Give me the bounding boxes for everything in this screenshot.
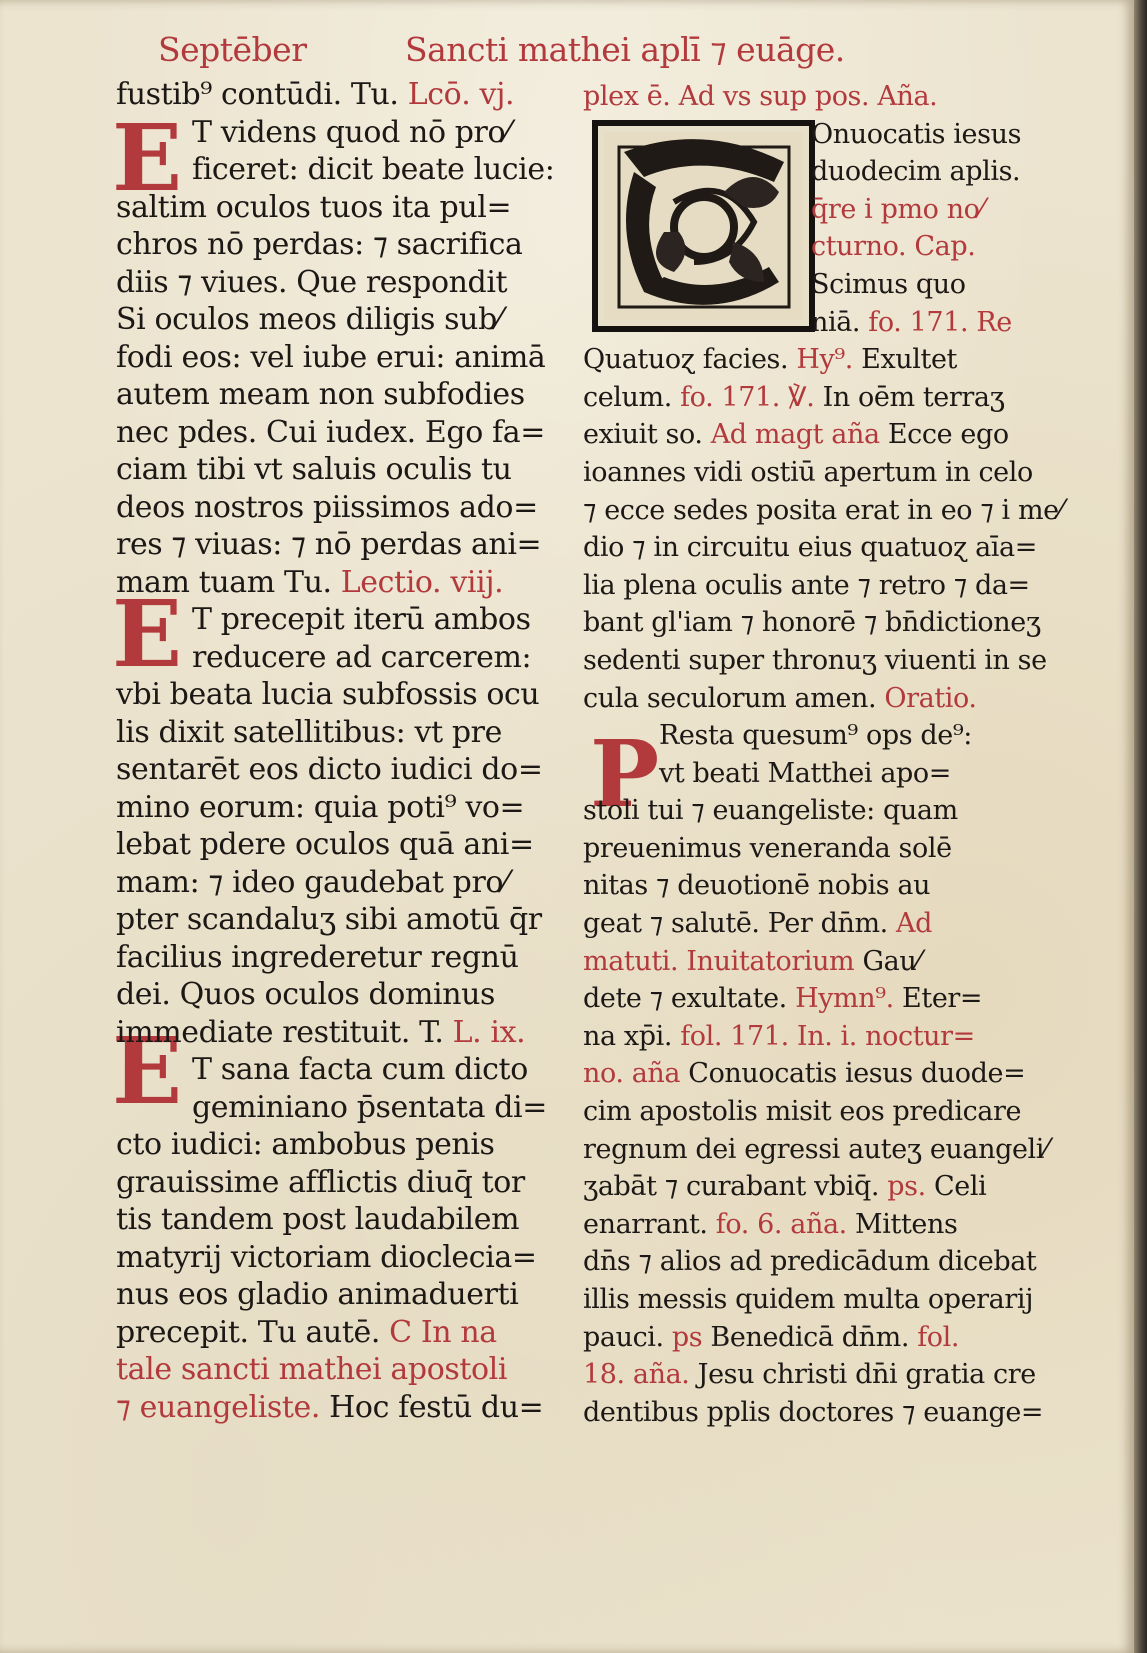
text-line: na xp̄i. fol. 171. In. i. noctur= bbox=[583, 1020, 975, 1052]
text-line: fustib⁹ contūdi. Tu. Lcō. vj. bbox=[116, 77, 515, 112]
text-line: plex ē. Ad vs sup pos. Aña. bbox=[583, 81, 938, 112]
text-line: reducere ad carcerem: bbox=[192, 639, 532, 675]
text-line: Onuocatis iesus bbox=[811, 118, 1022, 150]
text-line: fodi eos: vel iube erui: animā bbox=[116, 339, 546, 375]
initial-letter-2: E bbox=[112, 580, 183, 688]
initial-letter-1: E bbox=[112, 104, 183, 212]
text-line: stoli tui ⁊ euangeliste: quam bbox=[583, 795, 958, 827]
text-line: pauci. ps Benedicā dn̄m. fol. bbox=[583, 1321, 960, 1353]
text-line: dn̄s ⁊ alios ad predicādum dicebat bbox=[583, 1246, 1037, 1278]
text-line: Scimus quo bbox=[811, 268, 966, 300]
book-edge bbox=[1134, 0, 1147, 1653]
text-line: enarrant. fo. 6. aña. Mittens bbox=[583, 1208, 958, 1240]
text-line: geminiano p̄sentata di= bbox=[192, 1089, 547, 1125]
text-line: exiuit so. Ad magt aña Ecce ego bbox=[583, 419, 1009, 451]
text-line: vt beati Matthei apo= bbox=[659, 757, 952, 789]
text-line: preuenimus veneranda solē bbox=[583, 832, 952, 864]
text-line: q̄re i pmo no⁄ bbox=[811, 193, 984, 225]
text-line: deos nostros piissimos ado= bbox=[116, 489, 538, 525]
header-month: Septēber bbox=[158, 30, 307, 69]
text-line: saltim oculos tuos ita pul= bbox=[116, 189, 512, 225]
text-line: autem meam non subfodies bbox=[116, 377, 525, 412]
text-line: lebat pdere oculos quā ani= bbox=[116, 827, 534, 862]
text-line: geat ⁊ salutē. Per dn̄m. Ad bbox=[583, 908, 933, 940]
left-text-column bbox=[116, 76, 566, 1426]
text-line: vbi beata lucia subfossis ocu bbox=[116, 677, 540, 712]
text-line: facilius ingrederetur regnū bbox=[116, 939, 519, 975]
text-line: 18. aña. Jesu christi dn̄i gratia cre bbox=[583, 1359, 1036, 1391]
text-line: chros nō perdas: ⁊ sacrifica bbox=[116, 227, 523, 262]
text-line: tis tandem post laudabilem bbox=[116, 1202, 520, 1237]
text-line: matyrij victoriam dioclecia= bbox=[116, 1239, 537, 1275]
text-line: lia plena oculis ante ⁊ retro ⁊ da= bbox=[583, 569, 1030, 601]
text-line: mam tuam Tu. Lectio. viij. bbox=[116, 564, 504, 600]
text-line: tale sancti mathei apostoli bbox=[116, 1352, 508, 1387]
text-line: regnum dei egressi auteʒ euangeli⁄ bbox=[583, 1133, 1049, 1165]
text-line: niā. fo. 171. Re bbox=[811, 306, 1012, 338]
text-line: celum. fo. 171. ℣. In oēm terraʒ bbox=[583, 381, 1005, 413]
initial-letter-3: E bbox=[112, 1017, 183, 1125]
text-line: dete ⁊ exultate. Hymn⁹. Eter= bbox=[583, 983, 983, 1015]
text-line: matuti. Inuitatorium Gau⁄ bbox=[583, 945, 921, 977]
text-line: nus eos gladio animaduerti bbox=[116, 1277, 519, 1312]
text-line: ʒabāt ⁊ curabant vbiq̄. ps. Celi bbox=[583, 1171, 987, 1203]
text-line: duodecim aplis. bbox=[811, 156, 1021, 188]
header-feast: Sancti mathei aplī ⁊ euāge. bbox=[405, 30, 845, 69]
text-line: mino eorum: quia poti⁹ vo= bbox=[116, 789, 525, 825]
text-line: grauissime afflictis diuq̄ tor bbox=[116, 1164, 525, 1200]
text-line: immediate restituit. T. L. ix. bbox=[116, 1014, 526, 1050]
text-line: nec pdes. Cui iudex. Ego fa= bbox=[116, 414, 545, 450]
text-line: dei. Quos oculos dominus bbox=[116, 977, 496, 1012]
text-line: cto iudici: ambobus penis bbox=[116, 1127, 495, 1162]
text-line: lis dixit satellitibus: vt pre bbox=[116, 714, 502, 750]
text-line: sedenti super thronuʒ viuenti in se bbox=[583, 644, 1047, 676]
text-line: dentibus pplis doctores ⁊ euange= bbox=[583, 1396, 1044, 1428]
text-line: cula seculorum amen. Oratio. bbox=[583, 682, 977, 714]
text-line: Resta quesum⁹ ops de⁹: bbox=[659, 720, 972, 752]
initial-letter-4: P bbox=[590, 720, 660, 828]
text-line: T precepit iterū ambos bbox=[192, 602, 531, 637]
text-line: ⁊ euangeliste. Hoc festū du= bbox=[116, 1389, 544, 1425]
text-line: illis messis quidem multa operarij bbox=[583, 1284, 1034, 1315]
text-line: no. aña Conuocatis iesus duode= bbox=[583, 1058, 1026, 1090]
text-line: precepit. Tu autē. C In na bbox=[116, 1314, 497, 1350]
text-line: mam: ⁊ ideo gaudebat pro⁄ bbox=[116, 864, 508, 900]
running-header bbox=[0, 24, 1134, 74]
text-line: T sana facta cum dicto bbox=[192, 1052, 528, 1087]
text-line: cim apostolis misit eos predicare bbox=[583, 1096, 1022, 1128]
text-line: Si oculos meos diligis sub⁄ bbox=[116, 302, 502, 337]
text-line: cturno. Cap. bbox=[811, 231, 976, 263]
text-line: ⁊ ecce sedes posita erat in eo ⁊ i me⁄ bbox=[583, 494, 1063, 526]
text-line: nitas ⁊ deuotionē nobis au bbox=[583, 870, 931, 902]
text-line: Quatuoɀ facies. Hy⁹. Exultet bbox=[583, 344, 958, 376]
text-line: ioannes vidi ostiū apertum in celo bbox=[583, 456, 1033, 488]
text-line: diis ⁊ viues. Que respondit bbox=[116, 264, 508, 300]
text-line: pter scandaluʒ sibi amotū q̄r bbox=[116, 902, 542, 937]
text-line: ficeret: dicit beate lucie: bbox=[192, 152, 555, 187]
text-line: res ⁊ viuas: ⁊ nō perdas ani= bbox=[116, 527, 542, 562]
text-line: bant gl'iam ⁊ honorē ⁊ bn̄dictioneʒ bbox=[583, 607, 1041, 639]
text-line: T videns quod nō pro⁄ bbox=[192, 114, 510, 150]
right-text-column bbox=[583, 78, 1063, 1431]
text-line: dio ⁊ in circuitu eius quatuoɀ aīa= bbox=[583, 532, 1037, 564]
text-line: ciam tibi vt saluis oculis tu bbox=[116, 452, 512, 487]
text-line: sentarēt eos dicto iudici do= bbox=[116, 752, 543, 787]
